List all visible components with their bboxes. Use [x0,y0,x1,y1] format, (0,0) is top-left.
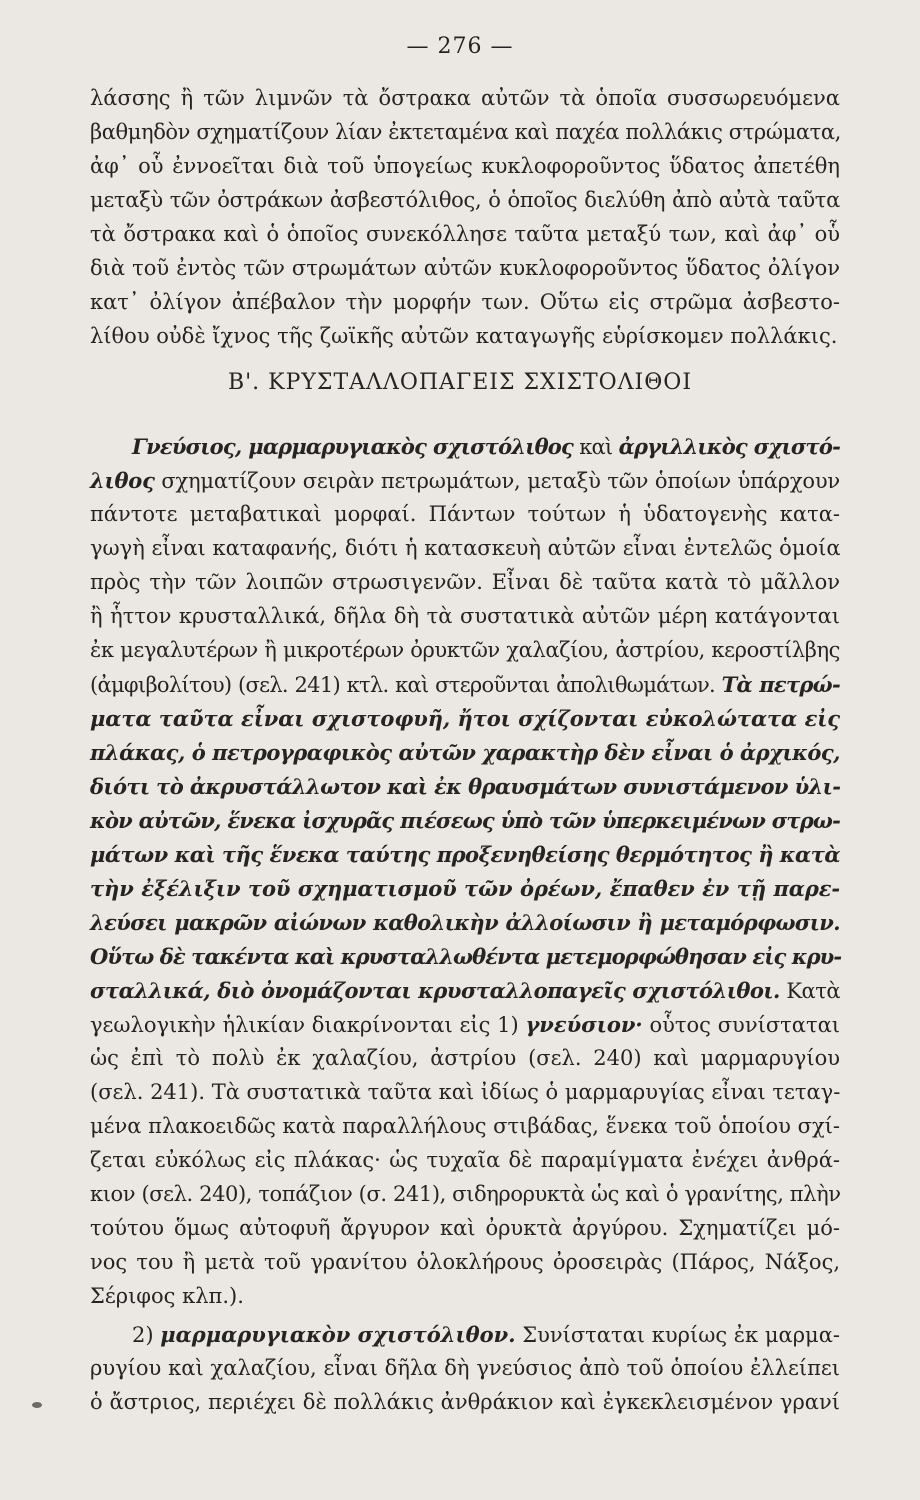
text-line: (σελ. 241). Τὰ συστατικὰ ταῦτα καὶ ἰδίως ὁ μαρμαρυγίας εἶναι τεταγ- [90,1080,841,1104]
bold-term: ἀργιλλικὸς σχιστό- [618,434,840,459]
text-line: διότι τὸ ἀκρυστάλλωτον καὶ ἐκ θραυσμάτων συνιστάμενον ὑλι- [90,774,841,799]
text-line: ἢ ἧττον κρυσταλλικά, δῆλα δὴ τὰ συστατικὰ αὐτῶν μέρη κατάγονται [90,604,840,628]
text-line: πρὸς τὴν τῶν λοιπῶν στρωσιγενῶν. Εἶναι δὲ ταῦτα κατὰ τὸ μᾶλλον [90,570,840,594]
text-line: ἐκ μεγαλυτέρων ἢ μικροτέρων ὀρυκτῶν χαλαζίου, ἀστρίου, κεροστίλβης [90,638,840,662]
text-span: οὗτος συνίσταται [642,1013,840,1037]
text-line [90,1014,840,1036]
bold-term: σταλλικά, διὸ ὀνομάζονται κρυσταλλοπαγεῖς σχιστόλιθοι. [90,978,780,1003]
bold-term: γνεύσιον· [525,1012,643,1037]
bold-term: μαρμαρυγιακὸν σχιστόλιθον. [160,1322,516,1347]
text-line: λάσσης ἢ τῶν λιμνῶν τὰ ὄστρακα αὐτῶν τὰ ὁποῖα συσσωρευόμενα [90,86,840,110]
text-line: ζεται εὐκόλως εἰς πλάκας· ὡς τυχαῖα δὲ παραμίγματα ἐνέχει ἀνθρά- [90,1148,840,1172]
text-line: διὰ τοῦ ἐντὸς τῶν στρωμάτων αὐτῶν κυκλοφοροῦντος ὕδατος ὀλίγον [90,256,840,280]
text-span: σχηματίζουν σειρὰν πετρωμάτων, μεταξὺ τῶν ὁποίων ὑπάρχουν [154,469,840,493]
text-line: λεύσει μακρῶν αἰώνων καθολικὴν ἀλλοίωσιν ἢ μεταμόρφωσιν. [90,910,840,935]
text-line: Σέριφος κλπ.). [90,1284,244,1308]
text-line: κατ᾽ ὀλίγον ἀπέβαλον τὴν μορφήν των. Οὕτω εἰς στρῶμα ἀσβεστο- [90,290,840,314]
text-line: μένα πλακοειδῶς κατὰ παραλλήλους στιβάδας, ἕνεκα τοῦ ὁποίου σχί- [90,1114,841,1138]
page-number: — 276 — [406,34,514,59]
bold-term: λιθος [90,468,155,493]
text-span: (ἀμφιβολίτου) (σελ. 241) κτλ. καὶ στεροῦνται ἀπολιθωμάτων. [90,673,722,697]
text-line [90,674,840,696]
text-line: ρυγίου καὶ χαλαζίου, εἶναι δῆλα δὴ γνεύσιος ἀπὸ τοῦ ὁποίου ἐλλείπει [90,1356,840,1380]
text-line: νος του ἢ μετὰ τοῦ γρανίτου ὁλοκλήρους ὀροσειρὰς (Πάρος, Νάξος, [90,1250,840,1274]
bold-term: Τὰ πετρώ- [721,672,840,697]
text-span: γεωλογικὴν ἡλικίαν διακρίνονται εἰς 1) [90,1013,526,1037]
text-line: τὰ ὄστρακα καὶ ὁ ὁποῖος συνεκόλλησε ταῦτα μεταξύ των, καὶ ἀφ᾽ οὗ [90,222,840,246]
bold-term: Γνεύσιος, μαρμαρυγιακὸς σχιστόλιθος [132,434,573,459]
text-line: πλάκας, ὁ πετρογραφικὸς αὐτῶν χαρακτὴρ δὲν εἶναι ὁ ἀρχικός, [90,740,840,765]
text-line: βαθμηδὸν σχηματίζουν λίαν ἐκτεταμένα καὶ παχέα πολλάκις στρώματα, [90,120,841,144]
text-line: ἀφ᾽ οὗ ἐννοεῖται διὰ τοῦ ὑπογείως κυκλοφοροῦντος ὕδατος ἀπετέθη [90,154,840,178]
text-line: ὁ ἄστριος, περιέχει δὲ πολλάκις ἀνθράκιον καὶ ἐγκεκλεισμένον γρανί [90,1390,840,1414]
text-span: Συνίσταται κυρίως ἐκ μαρμα- [515,1323,840,1347]
ink-smudge [32,1402,42,1408]
text-line: τὴν ἐξέλιξιν τοῦ σχηματισμοῦ τῶν ὀρέων, ἔπαθεν ἐν τῇ παρε- [90,876,840,901]
text-line: λίθου οὐδὲ ἴχνος τῆς ζωϊκῆς αὐτῶν καταγωγῆς εὑρίσκομεν πολλάκις. [90,324,838,348]
text-line: κιον (σελ. 240), τοπάζιον (σ. 241), σιδηρορυκτὰ ὡς καὶ ὁ γρανίτης, πλὴν [90,1182,841,1206]
text-span: καὶ [572,435,619,459]
text-line [132,1324,840,1346]
text-line [90,470,840,492]
text-line: πάντοτε μεταβατικαὶ μορφαί. Πάντων τούτων ἡ ὑδατογενὴς κατα- [90,502,840,526]
text-line: ὡς ἐπὶ τὸ πολὺ ἐκ χαλαζίου, ἀστρίου (σελ. 240) καὶ μαρμαρυγίου [90,1046,840,1070]
text-line: γωγὴ εἶναι καταφανής, διότι ἡ κατασκευὴ αὐτῶν εἶναι ἐντελῶς ὁμοία [90,536,841,560]
text-line: μάτων καὶ τῆς ἕνεκα ταύτης προξενηθείσης θερμότητος ἢ κατὰ [90,842,840,867]
text-line: κὸν αὐτῶν, ἕνεκα ἰσχυρᾶς πιέσεως ὑπὸ τῶν ὑπερκειμένων στρω- [90,808,840,833]
text-line: Οὕτω δὲ τακέντα καὶ κρυσταλλωθέντα μετεμορφώθησαν εἰς κρυ- [90,944,842,969]
text-line [90,980,840,1002]
text-line: μεταξὺ τῶν ὀστράκων ἀσβεστόλιθος, ὁ ὁποῖος διελύθη ἀπὸ αὐτὰ ταῦτα [90,188,840,212]
text-span: 2) [132,1323,161,1347]
text-span: Κατὰ [779,979,840,1003]
text-line: ματα ταῦτα εἶναι σχιστοφυῆ, ἤτοι σχίζονται εὐκολώτατα εἰς [90,706,840,731]
text-line [132,436,840,458]
text-line: τούτου ὅμως αὐτοφυῆ ἄργυρον καὶ ὀρυκτὰ ἀργύρου. Σχηματίζει μό- [90,1216,840,1240]
section-heading: Β'. ΚΡΥΣΤΑΛΛΟΠΑΓΕΙΣ ΣΧΙΣΤΟΛΙΘΟΙ [227,370,693,395]
